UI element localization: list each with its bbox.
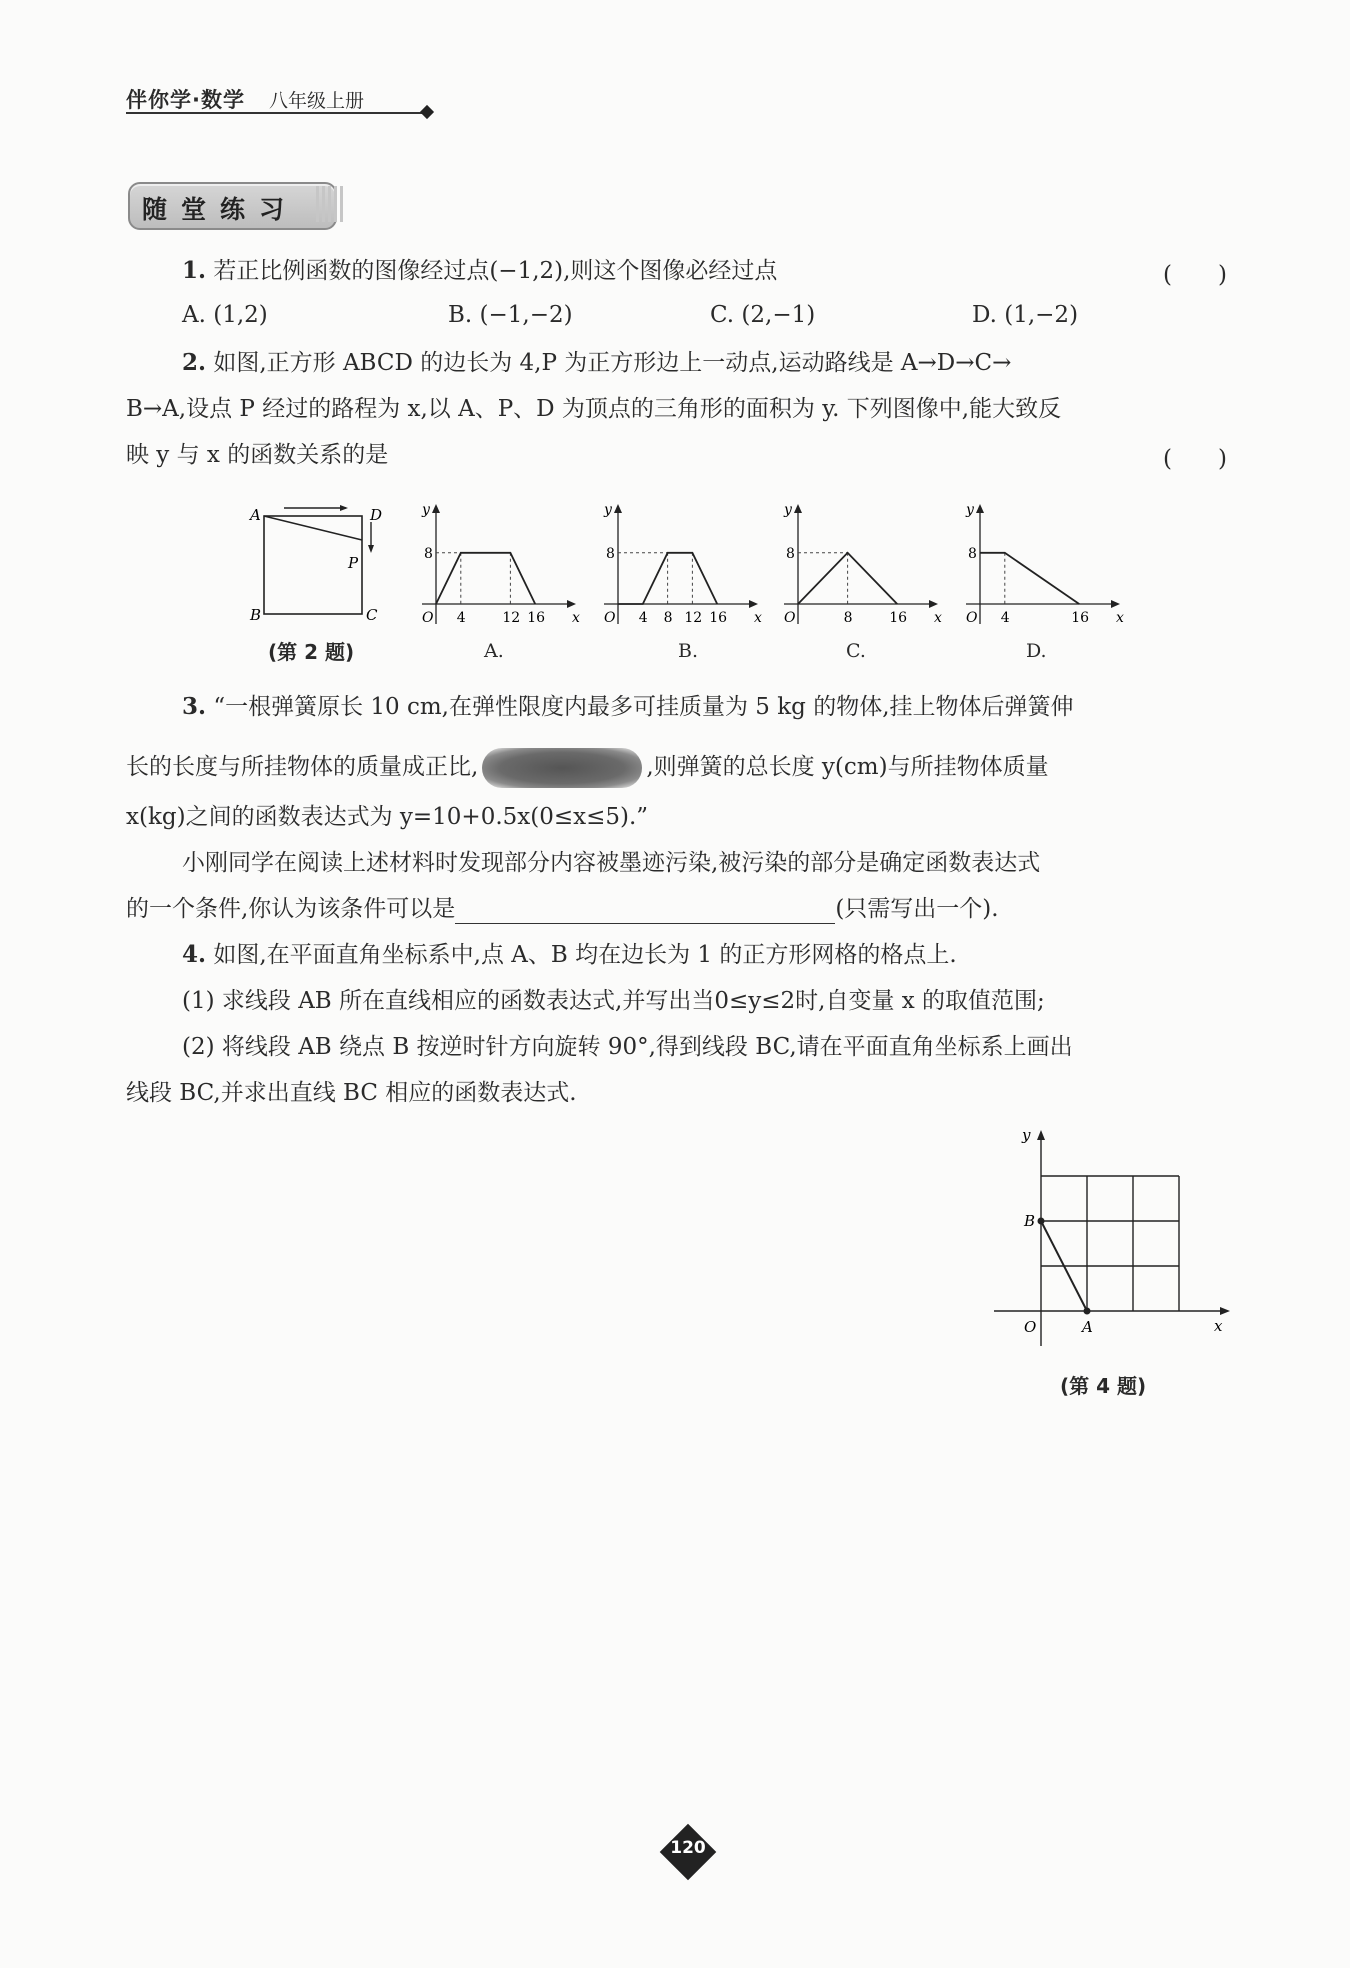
q2-line-1	[182, 348, 1011, 378]
label-y: y	[604, 502, 612, 518]
q1-answer-paren: ( )	[1163, 262, 1227, 288]
tick-label: 16	[527, 610, 546, 626]
q3-text-5b: (只需写出一个).	[835, 896, 999, 922]
label-d: D	[370, 506, 383, 524]
label-y: y	[966, 502, 974, 518]
q2-line-3: 映 y 与 x 的函数关系的是	[126, 442, 389, 468]
q2-graph-c-label: C.	[846, 640, 866, 662]
q3-line-1	[182, 692, 1074, 722]
q4-number: 4.	[182, 941, 207, 968]
q2-graph-d-label: D.	[1026, 640, 1047, 662]
x-axis-arrow-icon	[929, 600, 938, 608]
tick-label: 8	[663, 610, 673, 626]
label-y: y	[1022, 1126, 1031, 1144]
q1-option-c: C. (2,−1)	[710, 302, 816, 328]
q4-sub-3: 线段 BC,并求出直线 BC 相应的函数表达式.	[126, 1080, 577, 1106]
q2-number: 2.	[182, 349, 207, 376]
tick-label: 16	[1071, 610, 1090, 626]
label-y: y	[422, 502, 430, 518]
y-axis-arrow-icon	[794, 504, 802, 513]
tick-label: 4	[1000, 610, 1010, 626]
function-line	[436, 553, 535, 604]
tick-label-8: 8	[606, 545, 615, 562]
function-line	[980, 553, 1079, 604]
label-b: B	[250, 606, 262, 624]
y-axis-arrow-icon	[1037, 1130, 1045, 1140]
section-tag-stripes	[316, 186, 346, 222]
arrow-head-right-icon	[340, 505, 348, 511]
tick-label: 4	[638, 610, 648, 626]
q1-option-b: B. (−1,−2)	[448, 302, 573, 328]
arrow-head-down-icon	[368, 545, 374, 553]
q2-graph-b	[596, 496, 764, 636]
q1-number: 1.	[182, 257, 207, 284]
header-rule	[126, 112, 426, 114]
label-c: C	[366, 606, 378, 624]
ink-blot	[482, 748, 642, 788]
page-number: 120	[670, 1838, 706, 1858]
tick-label: 12	[684, 610, 703, 626]
tick-label: 4	[456, 610, 466, 626]
point-a	[1084, 1308, 1091, 1315]
q2-text-1: 如图,正方形 ABCD 的边长为 4,P 为正方形边上一动点,运动路线是 A→D→C→	[213, 350, 1012, 376]
label-b: B	[1024, 1212, 1036, 1230]
label-origin: O	[1024, 1318, 1037, 1336]
q2-answer-paren: ( )	[1163, 446, 1227, 472]
q4-grid-figure	[984, 1122, 1234, 1362]
x-axis-arrow-icon	[749, 600, 758, 608]
diamond-icon	[420, 105, 434, 119]
label-origin: O	[604, 610, 616, 626]
label-a: A	[250, 506, 261, 524]
q3-text-5a: 的一个条件,你认为该条件可以是	[126, 896, 456, 922]
tick-label: 8	[843, 610, 853, 626]
q3-number: 3.	[182, 693, 207, 720]
grid-lines	[1041, 1176, 1179, 1311]
q3-answer-blank[interactable]	[455, 899, 835, 924]
q3-text-2b: ,则弹簧的总长度 y(cm)与所挂物体质量	[646, 754, 1049, 780]
q3-line-4: 小刚同学在阅读上述材料时发现部分内容被墨迹污染,被污染的部分是确定函数表达式	[182, 850, 1041, 876]
q4-line-1	[182, 940, 957, 970]
label-a: A	[1082, 1318, 1093, 1336]
tick-label-8: 8	[968, 545, 977, 562]
tick-label: 12	[502, 610, 521, 626]
q2-square-figure	[246, 496, 386, 632]
label-p: P	[348, 554, 359, 572]
q2-line-2: B→A,设点 P 经过的路程为 x,以 A、P、D 为顶点的三角形的面积为 y. 下列图像中,能大致反	[126, 396, 1062, 422]
q3-line-2	[126, 748, 1049, 788]
q1-option-d: D. (1,−2)	[972, 302, 1079, 328]
label-y: y	[784, 502, 792, 518]
q4-figure-caption: (第 4 题)	[1060, 1374, 1147, 1398]
q2-graph-b-label: B.	[678, 640, 699, 662]
y-axis-arrow-icon	[432, 504, 440, 513]
label-x: x	[572, 610, 580, 626]
label-x: x	[1214, 1317, 1223, 1335]
tick-label: 16	[889, 610, 908, 626]
x-axis-arrow-icon	[567, 600, 576, 608]
label-x: x	[754, 610, 762, 626]
y-axis-arrow-icon	[976, 504, 984, 513]
q2-graph-d	[958, 496, 1126, 636]
point-b	[1038, 1218, 1045, 1225]
y-axis-arrow-icon	[614, 504, 622, 513]
page-number-badge	[662, 1826, 714, 1878]
label-origin: O	[784, 610, 796, 626]
running-header	[126, 84, 364, 114]
label-origin: O	[422, 610, 434, 626]
q2-graph-a	[414, 496, 582, 636]
x-axis-arrow-icon	[1111, 600, 1120, 608]
q2-graph-a-label: A.	[484, 640, 504, 662]
q2-figure-caption: (第 2 题)	[268, 640, 355, 664]
q3-text-1: “一根弹簧原长 10 cm,在弹性限度内最多可挂质量为 5 kg 的物体,挂上物体后弹簧伸	[213, 694, 1074, 720]
q2-graph-c	[776, 496, 944, 636]
q4-sub-2: (2) 将线段 AB 绕点 B 按逆时针方向旋转 90°,得到线段 BC,请在平面直角坐标系上画出	[182, 1034, 1073, 1060]
q3-text-2a: 长的长度与所挂物体的质量成正比,	[126, 754, 479, 780]
q3-line-5	[126, 894, 999, 924]
q1-text: 若正比例函数的图像经过点(−1,2),则这个图像必经过点	[213, 258, 778, 284]
q3-line-3: x(kg)之间的函数表达式为 y=10+0.5x(0≤x≤5).”	[126, 804, 649, 830]
q1-option-a: A. (1,2)	[182, 302, 268, 328]
label-origin: O	[966, 610, 978, 626]
q4-text-1: 如图,在平面直角坐标系中,点 A、B 均在边长为 1 的正方形网格的格点上.	[213, 942, 957, 968]
label-x: x	[934, 610, 942, 626]
x-axis-arrow-icon	[1220, 1307, 1230, 1315]
label-x: x	[1116, 610, 1124, 626]
segment-ap	[264, 516, 362, 540]
tick-label-8: 8	[786, 545, 795, 562]
q4-sub-1: (1) 求线段 AB 所在直线相应的函数表达式,并写出当0≤y≤2时,自变量 x 的取值范围;	[182, 988, 1045, 1014]
section-title-tag	[128, 182, 337, 230]
tick-label-8: 8	[424, 545, 433, 562]
section-title: 随堂练习	[142, 195, 299, 224]
book-title: 伴你学·数学	[126, 88, 245, 112]
q1-stem	[182, 256, 777, 286]
grade-label: 八年级上册	[269, 90, 365, 112]
tick-label: 16	[709, 610, 728, 626]
